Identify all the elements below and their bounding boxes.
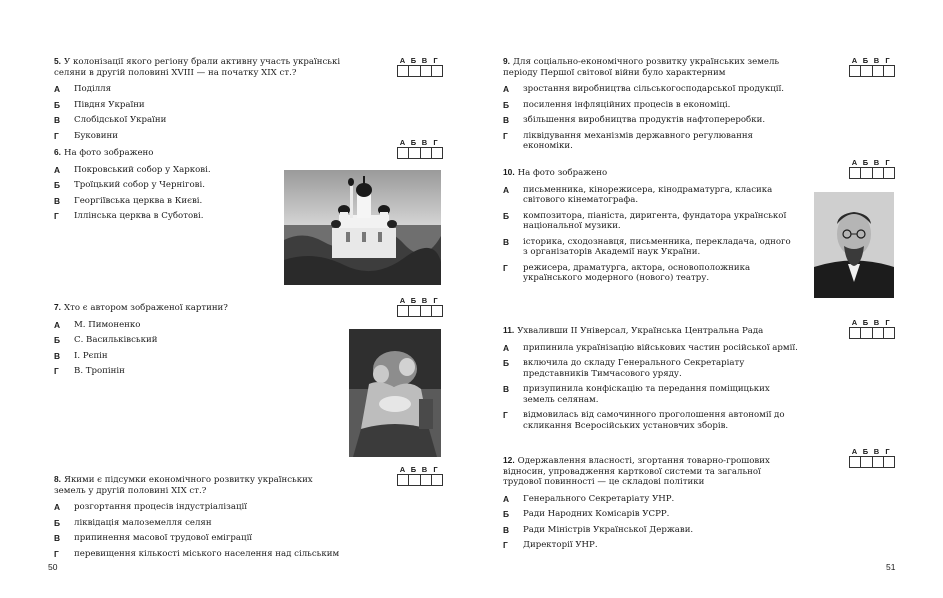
option-text: Ради Народних Комісарів УСРР.	[523, 509, 670, 519]
option-item[interactable]	[54, 100, 354, 111]
option-text: ліквідація малоземелля селян	[74, 517, 212, 528]
option-item[interactable]	[503, 509, 798, 520]
question-10	[503, 167, 798, 289]
option-item[interactable]	[54, 165, 274, 176]
answer-cell[interactable]	[861, 457, 872, 467]
option-item[interactable]	[503, 343, 798, 354]
question-text: Якими є підсумки економічного розвитку українських земель у другій половині XIX ст.?	[54, 475, 313, 496]
answer-cell[interactable]	[884, 457, 894, 467]
painting-image	[349, 329, 441, 457]
option-text: Іллінська церква в Суботові.	[74, 211, 204, 221]
answer-cell[interactable]	[398, 66, 409, 76]
question-number: 12.	[503, 455, 515, 465]
option-text: Ради Міністрів Української Держави.	[523, 524, 694, 535]
option-text: розгортання процесів індустріалізації	[74, 502, 247, 512]
option-letter: В	[503, 115, 510, 125]
option-letter: Б	[503, 210, 510, 221]
question-5	[54, 56, 354, 146]
question-number: 10.	[503, 167, 515, 177]
option-text: припинення масової трудової еміграції	[74, 533, 253, 543]
question-number: 9.	[503, 56, 510, 66]
option-text: Поділля	[74, 84, 112, 94]
page-number-right: 51	[886, 562, 896, 572]
answer-cells[interactable]	[397, 147, 443, 159]
answer-cell[interactable]	[861, 168, 872, 178]
answer-grid-10[interactable]	[849, 158, 895, 179]
answer-cells[interactable]	[397, 305, 443, 317]
answer-letter: Б	[862, 56, 869, 65]
answer-grid-6[interactable]	[397, 138, 443, 159]
option-item[interactable]	[54, 366, 284, 377]
option-text: Слобідської України	[74, 115, 167, 125]
answer-grid-header	[849, 447, 895, 456]
question-6	[54, 147, 274, 227]
option-item[interactable]	[503, 263, 798, 284]
answer-cell[interactable]	[884, 66, 894, 76]
option-item[interactable]	[54, 533, 344, 544]
option-letter: Б	[503, 358, 510, 368]
answer-cell[interactable]	[884, 328, 894, 338]
answer-letter: А	[399, 296, 406, 305]
option-letter: Г	[503, 262, 508, 273]
answer-letter: В	[873, 318, 880, 327]
option-item[interactable]	[503, 237, 798, 258]
option-item[interactable]	[54, 180, 274, 191]
option-letter: А	[503, 493, 510, 504]
option-letter: В	[54, 350, 61, 361]
option-item[interactable]	[54, 502, 344, 513]
option-letter: Б	[54, 180, 61, 190]
answer-letter: А	[399, 56, 406, 65]
option-letter: Г	[54, 211, 59, 221]
answer-grid-header	[397, 296, 443, 305]
answer-letter: В	[873, 56, 880, 65]
answer-grid-12[interactable]	[849, 447, 895, 468]
answer-cell[interactable]	[861, 328, 872, 338]
answer-cells[interactable]	[849, 65, 895, 77]
option-letter: Б	[54, 99, 61, 110]
answer-grid-11[interactable]	[849, 318, 895, 339]
option-text: відмовилась від самочинного проголошення автономії до скликання Всеросійських установчих зборів.	[523, 410, 785, 431]
answer-letter: А	[851, 158, 858, 167]
answer-grid-8[interactable]	[397, 465, 443, 486]
option-letter: В	[54, 533, 61, 543]
options-list	[54, 84, 354, 141]
answer-grid-header	[397, 465, 443, 474]
option-letter: Б	[503, 509, 510, 519]
answer-grid-5[interactable]	[397, 56, 443, 77]
option-text: включила до складу Генерального Секретаріату представників Тимчасового уряду.	[523, 358, 745, 379]
answer-cell[interactable]	[873, 328, 884, 338]
option-text: І. Рєпін	[74, 350, 108, 361]
option-item[interactable]	[54, 196, 274, 207]
question-text: На фото зображено	[64, 148, 154, 158]
question-stem	[503, 167, 798, 179]
option-text: Півдня України	[74, 99, 145, 110]
question-number: 5.	[54, 56, 61, 66]
option-item[interactable]	[54, 115, 354, 126]
option-letter: А	[503, 84, 510, 94]
options-list	[54, 165, 274, 222]
answer-letter: В	[421, 465, 428, 474]
answer-grid-header	[397, 138, 443, 147]
option-letter: В	[54, 115, 61, 125]
answer-letter: В	[421, 138, 428, 147]
answer-cell[interactable]	[398, 475, 409, 485]
answer-letter: Г	[433, 138, 438, 147]
answer-cell[interactable]	[850, 66, 861, 76]
question-9	[503, 56, 793, 157]
options-list	[54, 320, 284, 377]
answer-letter: А	[851, 318, 858, 327]
option-item[interactable]	[503, 358, 798, 379]
answer-letter: Г	[885, 158, 890, 167]
question-text: На фото зображено	[517, 168, 608, 178]
answer-letter: Б	[410, 56, 417, 65]
answer-cell[interactable]	[421, 148, 432, 158]
options-list	[503, 343, 798, 432]
option-letter: Г	[54, 366, 59, 376]
answer-letter: В	[873, 158, 880, 167]
answer-letter: Г	[885, 447, 890, 456]
question-number: 7.	[54, 302, 61, 312]
answer-cells[interactable]	[397, 474, 443, 486]
option-letter: А	[503, 342, 510, 353]
option-item[interactable]	[503, 131, 793, 152]
answer-letter: Г	[433, 56, 438, 65]
answer-letter: Г	[433, 465, 438, 474]
options-list	[503, 185, 798, 284]
answer-cell[interactable]	[421, 66, 432, 76]
option-text: В. Тропінін	[74, 366, 125, 376]
answer-grid-header	[849, 56, 895, 65]
question-text: Для соціально-економічного розвитку українських земель періоду Першої світової війни було характерним	[503, 57, 780, 78]
question-number: 11.	[503, 325, 515, 335]
answer-cell[interactable]	[850, 328, 861, 338]
option-text: режисера, драматурга, актора, основоположника українського модерного (нового) театру.	[523, 262, 751, 283]
option-text: С. Васильківський	[74, 335, 158, 345]
answer-grid-header	[849, 158, 895, 167]
question-number: 6.	[54, 147, 61, 157]
answer-cell[interactable]	[432, 306, 442, 316]
question-number: 8.	[54, 474, 61, 484]
option-text: посилення інфляційних процесів в економіці.	[523, 99, 731, 110]
option-text: Троїцький собор у Чернігові.	[74, 180, 205, 190]
option-item[interactable]	[503, 100, 793, 111]
option-text: М. Пимоненко	[74, 319, 141, 330]
answer-cell[interactable]	[421, 475, 432, 485]
answer-cell[interactable]	[409, 306, 420, 316]
option-item[interactable]	[503, 115, 793, 126]
answer-grid-9[interactable]	[849, 56, 895, 77]
option-item[interactable]	[54, 211, 274, 222]
answer-cells[interactable]	[397, 65, 443, 77]
question-text: Ухваливши ІІ Універсал, Українська Центральна Рада	[517, 326, 764, 336]
answer-letter: Б	[410, 138, 417, 147]
answer-letter: В	[873, 447, 880, 456]
question-stem	[54, 302, 284, 314]
answer-cells[interactable]	[849, 456, 895, 468]
answer-letter: А	[399, 465, 406, 474]
question-text: Одержавлення власності, згортання товарно-грошових відносин, упровадження карткової системи та загальної трудової повинності — це складові політики	[503, 456, 770, 487]
answer-letter: Б	[410, 465, 417, 474]
answer-cell[interactable]	[432, 66, 442, 76]
answer-letter: Г	[885, 56, 890, 65]
question-8	[54, 474, 344, 564]
option-letter: Г	[503, 130, 508, 141]
option-item[interactable]	[503, 494, 798, 505]
answer-grid-7[interactable]	[397, 296, 443, 317]
answer-grid-header	[397, 56, 443, 65]
option-item[interactable]	[54, 84, 354, 95]
options-list	[503, 494, 798, 551]
option-letter: Г	[54, 130, 59, 141]
option-letter: А	[503, 184, 510, 195]
answer-cell[interactable]	[398, 148, 409, 158]
answer-cells[interactable]	[849, 167, 895, 179]
answer-letter: В	[421, 296, 428, 305]
answer-cell[interactable]	[421, 306, 432, 316]
option-item[interactable]	[54, 335, 284, 346]
option-letter: В	[54, 195, 61, 206]
answer-letter: А	[851, 56, 858, 65]
page-number-left: 50	[48, 562, 58, 572]
option-item[interactable]	[503, 185, 798, 206]
option-text: композитора, піаніста, диригента, фундатора української національної музики.	[523, 210, 787, 231]
answer-cell[interactable]	[873, 168, 884, 178]
option-letter: А	[54, 319, 61, 330]
option-item[interactable]	[54, 549, 344, 560]
option-item[interactable]	[54, 320, 284, 331]
option-letter: Б	[54, 335, 61, 345]
question-text: У колонізації якого регіону брали активну участь українські селяни в другій половині XVIII — на початку XIX ст.?	[54, 57, 341, 78]
answer-cell[interactable]	[432, 475, 442, 485]
answer-cell[interactable]	[409, 148, 420, 158]
question-stem	[503, 455, 798, 488]
answer-cell[interactable]	[884, 168, 894, 178]
option-item[interactable]	[503, 525, 798, 536]
option-item[interactable]	[503, 410, 798, 431]
answer-cell[interactable]	[432, 148, 442, 158]
option-item[interactable]	[503, 211, 798, 232]
portrait-photo	[814, 192, 894, 298]
question-12	[503, 455, 798, 556]
option-letter: Г	[54, 548, 59, 559]
option-letter: В	[503, 524, 510, 535]
option-text: зростання виробництва сільськогосподарської продукції.	[523, 84, 784, 94]
option-text: Генерального Секретаріату УНР.	[523, 493, 675, 504]
options-list	[503, 84, 793, 152]
answer-letter: Г	[433, 296, 438, 305]
question-stem	[54, 56, 354, 78]
question-stem	[503, 325, 798, 337]
answer-letter: А	[399, 138, 406, 147]
option-letter: А	[54, 84, 61, 94]
option-item[interactable]	[503, 540, 798, 551]
question-stem	[54, 147, 274, 159]
option-text: припинила українізацію військових частин російської армії.	[523, 342, 798, 353]
option-letter: Г	[503, 540, 508, 550]
answer-letter: Б	[862, 318, 869, 327]
option-text: Директорії УНР.	[523, 540, 598, 550]
answer-letter: Б	[862, 158, 869, 167]
option-text: письменника, кінорежисера, кінодраматурга, класика світового кінематографа.	[523, 184, 773, 205]
option-letter: В	[503, 384, 510, 394]
answer-cells[interactable]	[849, 327, 895, 339]
answer-grid-header	[849, 318, 895, 327]
option-text: ліквідування механізмів державного регулювання економіки.	[523, 130, 753, 151]
question-7	[54, 302, 284, 382]
answer-cell[interactable]	[873, 66, 884, 76]
cathedral-photo	[284, 170, 441, 285]
answer-cell[interactable]	[409, 66, 420, 76]
question-stem	[54, 474, 344, 496]
option-text: Буковини	[74, 130, 118, 141]
option-letter: Б	[503, 99, 510, 110]
option-letter: Б	[54, 517, 61, 528]
option-item[interactable]	[54, 351, 284, 362]
option-letter: А	[54, 164, 61, 175]
answer-cell[interactable]	[873, 457, 884, 467]
answer-letter: В	[421, 56, 428, 65]
answer-letter: Б	[862, 447, 869, 456]
option-text: історика, сходознавця, письменника, перекладача, одного з організаторів Академії наук України.	[523, 236, 791, 257]
question-text: Хто є автором зображеної картини?	[64, 303, 228, 313]
answer-cell[interactable]	[850, 168, 861, 178]
option-item[interactable]	[503, 384, 798, 405]
option-item[interactable]	[54, 518, 344, 529]
option-letter: А	[54, 502, 61, 512]
answer-cell[interactable]	[861, 66, 872, 76]
answer-cell[interactable]	[409, 475, 420, 485]
option-letter: В	[503, 236, 510, 247]
answer-cell[interactable]	[850, 457, 861, 467]
answer-cell[interactable]	[398, 306, 409, 316]
option-item[interactable]	[503, 84, 793, 95]
question-11	[503, 325, 798, 436]
answer-letter: Б	[410, 296, 417, 305]
option-letter: Г	[503, 410, 508, 420]
option-text: збільшення виробництва продуктів нафтопереробки.	[523, 115, 766, 125]
answer-letter: Г	[885, 318, 890, 327]
option-text: призупинила конфіскацію та передання поміщицьких земель селянам.	[523, 384, 770, 405]
option-text: перевищення кількості міського населення над сільським	[74, 548, 340, 559]
answer-letter: А	[851, 447, 858, 456]
options-list	[54, 502, 344, 559]
question-stem	[503, 56, 793, 78]
option-text: Покровський собор у Харкові.	[74, 164, 211, 175]
option-item[interactable]	[54, 131, 354, 142]
option-text: Георгіївська церква в Києві.	[74, 195, 203, 206]
